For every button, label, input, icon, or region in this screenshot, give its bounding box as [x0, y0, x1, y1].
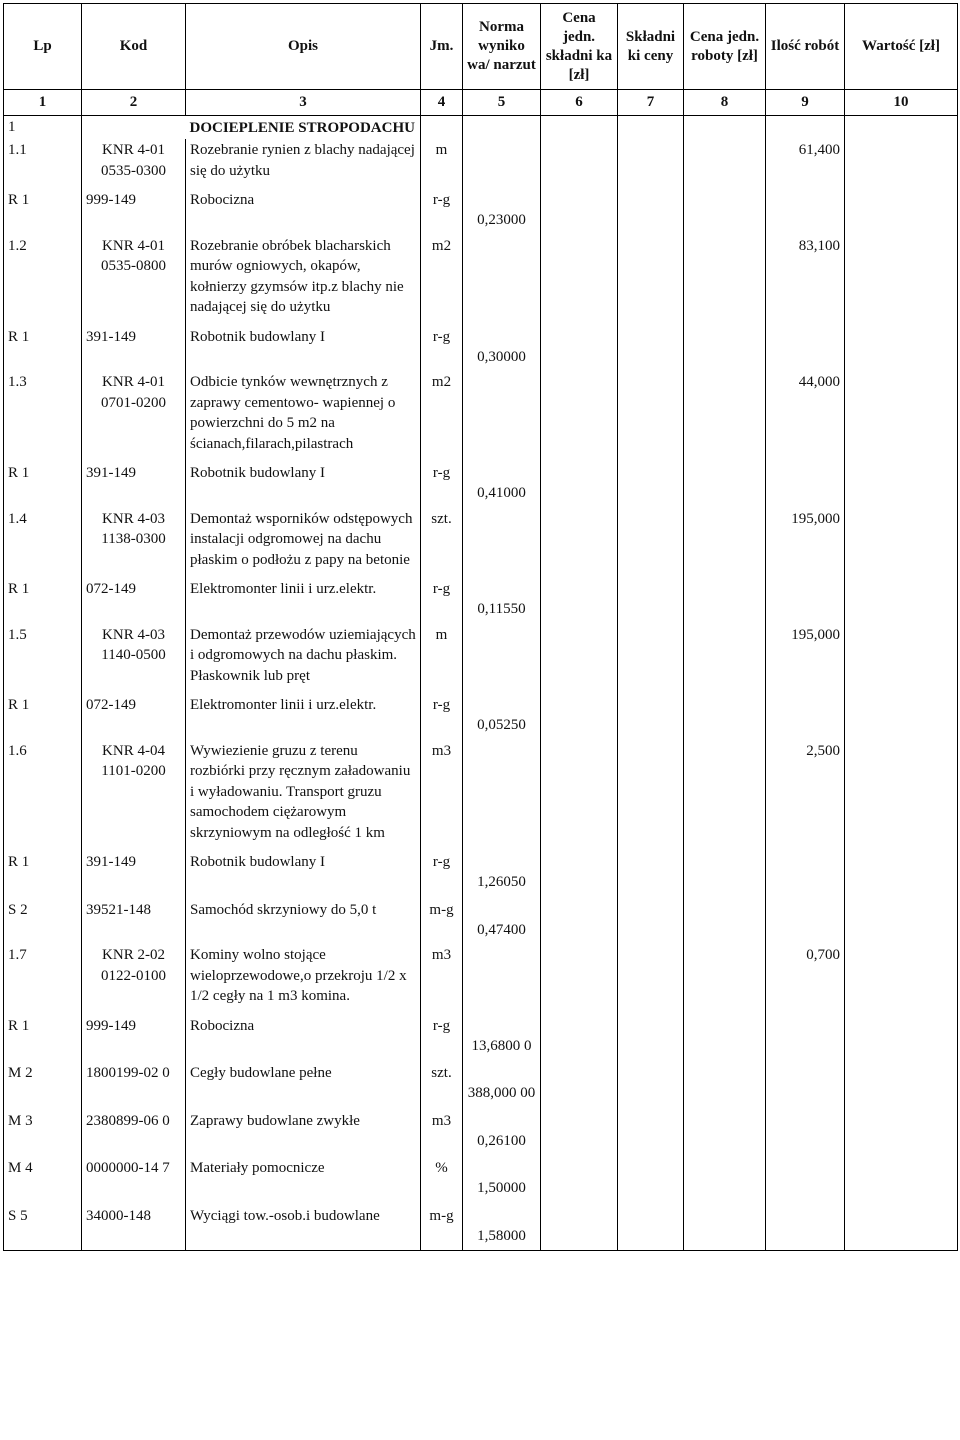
cell-norma: [463, 508, 541, 577]
cell-ilosc: [766, 324, 845, 372]
resource-row: [4, 187, 958, 235]
cell-opis: Zaprawy budowlane zwykłe: [186, 1108, 421, 1156]
cell-lp: 1.5: [4, 624, 82, 693]
cell-norma: 1,58000: [463, 1203, 541, 1251]
cell-lp: R 1: [4, 692, 82, 740]
resource-row: [4, 324, 958, 372]
cell-lp: 1.6: [4, 740, 82, 850]
cell-opis: Wyciągi tow.-osob.i budowlane: [186, 1203, 421, 1251]
cell-jm: r-g: [421, 1013, 463, 1061]
cell-lp: S 5: [4, 1203, 82, 1251]
cell-kod: KNR 4-03 1140-0500: [82, 624, 186, 693]
cell-norma: 1,26050: [463, 849, 541, 897]
cell-jm: szt.: [421, 1060, 463, 1108]
header-skladniki-ceny: Składni ki ceny: [618, 4, 684, 90]
cell-norma: 388,000 00: [463, 1060, 541, 1108]
resource-row: [4, 1060, 958, 1108]
resource-row: [4, 692, 958, 740]
cell-kod: 391-149: [82, 849, 186, 897]
cell-jm: m: [421, 139, 463, 187]
cell-lp: M 4: [4, 1155, 82, 1203]
cell-lp: 1.1: [4, 139, 82, 187]
cell-ilosc: [766, 1013, 845, 1061]
cell-ilosc: [766, 576, 845, 624]
cell-jm: r-g: [421, 187, 463, 235]
header-lp: Lp: [4, 4, 82, 90]
resource-row: [4, 1013, 958, 1061]
cell-jm: m3: [421, 1108, 463, 1156]
header-wartosc: Wartość [zł]: [845, 4, 958, 90]
cell-jm: r-g: [421, 692, 463, 740]
header-ilosc: Ilość robót: [766, 4, 845, 90]
cell-kod: 34000-148: [82, 1203, 186, 1251]
cell-lp: M 3: [4, 1108, 82, 1156]
cell-norma: 13,6800 0: [463, 1013, 541, 1061]
cell-norma: 0,11550: [463, 576, 541, 624]
column-number-row: [4, 90, 958, 116]
resource-row: [4, 1108, 958, 1156]
cell-ilosc: [766, 897, 845, 945]
header-opis: Opis: [186, 4, 421, 90]
cell-ilosc: 44,000: [766, 371, 845, 460]
cell-norma: 0,05250: [463, 692, 541, 740]
cell-opis: Cegły budowlane pełne: [186, 1060, 421, 1108]
section-title: DOCIEPLENIE STROPODACHU: [186, 116, 421, 140]
cell-kod: 1800199-02 0: [82, 1060, 186, 1108]
cell-kod: KNR 4-01 0535-0300: [82, 139, 186, 187]
cell-opis: Rozebranie obróbek blacharskich murów ogniowych, okapów, kołnierzy gzymsów itp.z blachy nie nadającej się do użytku: [186, 235, 421, 324]
column-number: 8: [684, 90, 766, 116]
cell-kod: 0000000-14 7: [82, 1155, 186, 1203]
cell-jm: %: [421, 1155, 463, 1203]
resource-row: [4, 576, 958, 624]
cell-ilosc: 195,000: [766, 508, 845, 577]
cell-jm: r-g: [421, 460, 463, 508]
cell-jm: m3: [421, 944, 463, 1013]
column-number: 6: [541, 90, 618, 116]
cell-ilosc: [766, 1155, 845, 1203]
cell-kod: 999-149: [82, 187, 186, 235]
resource-row: [4, 1155, 958, 1203]
cell-ilosc: [766, 187, 845, 235]
cell-opis: Demontaż wsporników odstępowych instalacji odgromowej na dachu płaskim o podłożu z papy na betonie: [186, 508, 421, 577]
cell-norma: 0,30000: [463, 324, 541, 372]
cell-norma: 0,23000: [463, 187, 541, 235]
column-number: 2: [82, 90, 186, 116]
cell-kod: KNR 2-02 0122-0100: [82, 944, 186, 1013]
cell-kod: 391-149: [82, 324, 186, 372]
cell-kod: 072-149: [82, 692, 186, 740]
cell-ilosc: 83,100: [766, 235, 845, 324]
cell-ilosc: 0,700: [766, 944, 845, 1013]
cell-lp: M 2: [4, 1060, 82, 1108]
cell-lp: 1.3: [4, 371, 82, 460]
cell-ilosc: 2,500: [766, 740, 845, 850]
cell-jm: r-g: [421, 576, 463, 624]
cell-opis: Kominy wolno stojące wieloprzewodowe,o przekroju 1/2 x 1/2 cegły na 1 m3 komina.: [186, 944, 421, 1013]
cell-lp: 1.4: [4, 508, 82, 577]
cell-lp: R 1: [4, 460, 82, 508]
header-kod: Kod: [82, 4, 186, 90]
column-number: 9: [766, 90, 845, 116]
cell-jm: m-g: [421, 897, 463, 945]
cell-lp: 1.7: [4, 944, 82, 1013]
cell-lp: R 1: [4, 1013, 82, 1061]
cell-jm: m-g: [421, 1203, 463, 1251]
section-lp: 1: [4, 116, 82, 140]
cell-kod: 391-149: [82, 460, 186, 508]
position-row: [4, 624, 958, 693]
cell-opis: Odbicie tynków wewnętrznych z zaprawy cementowo- wapiennej o powierzchni do 5 m2 na ścianach,filarach,pilastrach: [186, 371, 421, 460]
cell-norma: [463, 624, 541, 693]
cell-ilosc: 61,400: [766, 139, 845, 187]
cell-kod: 999-149: [82, 1013, 186, 1061]
resource-row: [4, 849, 958, 897]
cell-opis: Elektromonter linii i urz.elektr.: [186, 576, 421, 624]
cell-ilosc: [766, 1060, 845, 1108]
column-number: 3: [186, 90, 421, 116]
cost-estimate-table: [3, 3, 958, 1251]
cell-opis: Robotnik budowlany I: [186, 849, 421, 897]
cell-norma: [463, 371, 541, 460]
resource-row: [4, 460, 958, 508]
header-cena-skladniki: Cena jedn. składni ka [zł]: [541, 4, 618, 90]
cell-norma: 0,41000: [463, 460, 541, 508]
resource-row: [4, 1203, 958, 1251]
cell-jm: m3: [421, 740, 463, 850]
cell-kod: 072-149: [82, 576, 186, 624]
column-number: 5: [463, 90, 541, 116]
cell-opis: Robotnik budowlany I: [186, 460, 421, 508]
cell-lp: 1.2: [4, 235, 82, 324]
cell-opis: Rozebranie rynien z blachy nadającej się do użytku: [186, 139, 421, 187]
cell-kod: KNR 4-04 1101-0200: [82, 740, 186, 850]
position-row: [4, 139, 958, 187]
cell-norma: [463, 235, 541, 324]
cell-lp: R 1: [4, 576, 82, 624]
header-cena-roboty: Cena jedn. roboty [zł]: [684, 4, 766, 90]
cell-kod: KNR 4-01 0701-0200: [82, 371, 186, 460]
cell-norma: [463, 944, 541, 1013]
cell-norma: 1,50000: [463, 1155, 541, 1203]
cell-ilosc: [766, 460, 845, 508]
cell-lp: R 1: [4, 324, 82, 372]
position-row: [4, 740, 958, 850]
section-row: [4, 116, 958, 140]
cell-ilosc: 195,000: [766, 624, 845, 693]
cell-jm: r-g: [421, 849, 463, 897]
table-body: [4, 116, 958, 1251]
position-row: [4, 235, 958, 324]
cell-jm: m2: [421, 235, 463, 324]
cell-opis: Wywiezienie gruzu z terenu rozbiórki przy ręcznym załadowaniu i wyładowaniu. Transport gruzu samochodem ciężarowym skrzyniowym na odległość 1 km: [186, 740, 421, 850]
header-norma: Norma wyniko wa/ narzut: [463, 4, 541, 90]
cell-opis: Robocizna: [186, 187, 421, 235]
cell-kod: 39521-148: [82, 897, 186, 945]
cell-opis: Demontaż przewodów uziemiających i odgromowych na dachu płaskim. Płaskownik lub pręt: [186, 624, 421, 693]
position-row: [4, 371, 958, 460]
cell-jm: m2: [421, 371, 463, 460]
header-jm: Jm.: [421, 4, 463, 90]
cell-lp: R 1: [4, 849, 82, 897]
cell-jm: r-g: [421, 324, 463, 372]
position-row: [4, 508, 958, 577]
cell-opis: Materiały pomocnicze: [186, 1155, 421, 1203]
cell-jm: m: [421, 624, 463, 693]
cell-ilosc: [766, 1203, 845, 1251]
position-row: [4, 944, 958, 1013]
cell-kod: KNR 4-03 1138-0300: [82, 508, 186, 577]
table-header: [4, 4, 958, 116]
cell-ilosc: [766, 692, 845, 740]
cell-jm: szt.: [421, 508, 463, 577]
cell-opis: Robotnik budowlany I: [186, 324, 421, 372]
cell-norma: [463, 740, 541, 850]
cell-ilosc: [766, 849, 845, 897]
column-number: 10: [845, 90, 958, 116]
column-number: 4: [421, 90, 463, 116]
cell-opis: Elektromonter linii i urz.elektr.: [186, 692, 421, 740]
cell-norma: 0,26100: [463, 1108, 541, 1156]
cell-kod: KNR 4-01 0535-0800: [82, 235, 186, 324]
cell-lp: S 2: [4, 897, 82, 945]
cell-norma: [463, 139, 541, 187]
column-number: 7: [618, 90, 684, 116]
cell-opis: Robocizna: [186, 1013, 421, 1061]
cell-norma: 0,47400: [463, 897, 541, 945]
cell-lp: R 1: [4, 187, 82, 235]
cell-ilosc: [766, 1108, 845, 1156]
resource-row: [4, 897, 958, 945]
cell-opis: Samochód skrzyniowy do 5,0 t: [186, 897, 421, 945]
cell-kod: 2380899-06 0: [82, 1108, 186, 1156]
column-number: 1: [4, 90, 82, 116]
